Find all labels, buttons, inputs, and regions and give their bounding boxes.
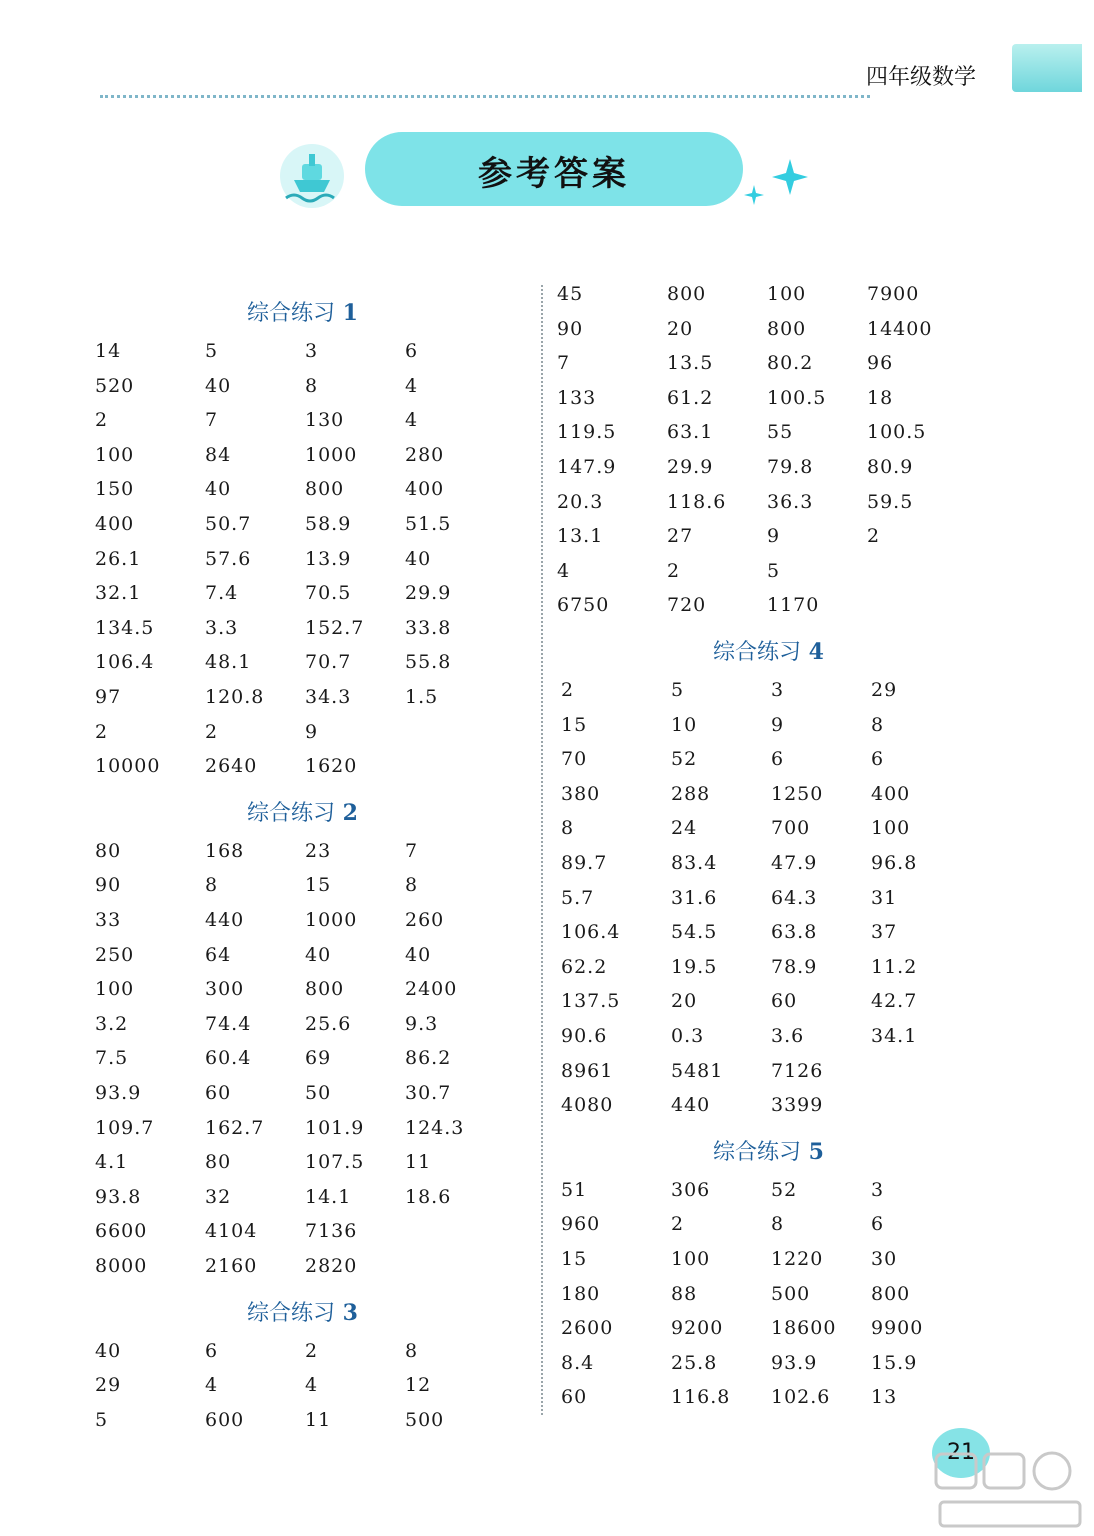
- answer-cell: 7.4: [205, 582, 239, 605]
- answer-cell: 150: [95, 478, 135, 501]
- answer-cell: 4: [405, 409, 419, 432]
- answer-cell: 9: [771, 713, 785, 736]
- answer-cell: 80.9: [867, 456, 914, 478]
- answer-cell: 26.1: [95, 547, 142, 570]
- title-banner: [365, 132, 743, 206]
- answer-cell: 50: [305, 1082, 332, 1104]
- answer-cell: 45: [557, 283, 584, 305]
- answer-cell: 100.5: [867, 421, 927, 444]
- section-label: 综合练习: [247, 301, 336, 326]
- answer-cell: 288: [671, 782, 711, 805]
- answer-cell: 13.5: [667, 352, 714, 375]
- answer-cell: 162.7: [205, 1116, 265, 1139]
- answer-cell: 37: [871, 921, 898, 944]
- section-number: 3: [335, 1299, 358, 1326]
- answer-cell: 106.4: [561, 921, 621, 944]
- answer-cell: 400: [95, 513, 135, 535]
- answer-cell: 90: [95, 874, 122, 897]
- answer-cell: 60: [561, 1386, 588, 1409]
- answer-cell: 133: [557, 386, 597, 409]
- answer-cell: 8000: [95, 1255, 148, 1277]
- answer-cell: 2400: [405, 978, 458, 1001]
- answer-cell: 2820: [305, 1255, 358, 1277]
- answer-cell: 120.8: [205, 686, 265, 708]
- answer-cell: 52: [771, 1178, 798, 1201]
- answer-cell: 59.5: [867, 490, 914, 513]
- answer-cell: 4: [305, 1374, 319, 1397]
- answer-cell: 83.4: [671, 852, 718, 874]
- answer-cell: 2: [671, 1213, 685, 1236]
- answer-cell: 34.1: [871, 1025, 918, 1047]
- answer-cell: 8: [561, 817, 575, 840]
- answer-cell: 440: [205, 909, 245, 931]
- answer-cell: 4: [405, 374, 419, 397]
- answer-cell: 500: [405, 1408, 445, 1431]
- answer-cell: 4.1: [95, 1151, 129, 1174]
- answer-cell: 2640: [205, 755, 258, 778]
- answer-cell: 520: [95, 374, 135, 397]
- answer-cell: 31.6: [671, 886, 718, 909]
- answer-cell: 180: [561, 1282, 601, 1305]
- answer-cell: 4: [205, 1374, 219, 1397]
- answer-cell: 8.4: [561, 1351, 595, 1374]
- answer-cell: 3: [771, 679, 785, 701]
- answer-cell: 116.8: [671, 1386, 731, 1409]
- answer-cell: 33: [95, 909, 122, 931]
- answer-cell: 93.9: [95, 1082, 142, 1104]
- answer-cell: 130: [305, 409, 345, 432]
- answer-cell: 800: [667, 283, 707, 305]
- answer-cell: 124.3: [405, 1116, 465, 1139]
- answer-cell: 60.4: [205, 1047, 252, 1070]
- section-label: 综合练习: [247, 800, 336, 826]
- answer-cell: 960: [561, 1213, 601, 1236]
- answer-cell: 600: [205, 1408, 245, 1431]
- answer-cell: 4: [557, 559, 571, 582]
- answer-cell: 15: [561, 713, 588, 736]
- section-label: 综合练习: [713, 640, 802, 665]
- answer-cell: 0.3: [671, 1025, 705, 1047]
- answer-cell: 14.1: [305, 1185, 352, 1208]
- answer-cell: 3.6: [771, 1025, 805, 1047]
- answer-cell: 40: [95, 1339, 122, 1362]
- answer-cell: 3.2: [95, 1012, 129, 1035]
- answer-cell: 9: [767, 525, 781, 548]
- sparkle-icon: [740, 155, 810, 205]
- answer-cell: 6750: [557, 594, 610, 617]
- answer-cell: 2600: [561, 1317, 614, 1340]
- answer-cell: 32: [205, 1185, 232, 1208]
- answer-cell: 23: [305, 839, 332, 862]
- answer-cell: 2: [205, 720, 219, 743]
- answer-cell: 14: [95, 340, 122, 362]
- page-title: 参考答案: [478, 154, 630, 194]
- answer-cell: 700: [771, 817, 811, 840]
- answer-cell: 1170: [767, 594, 820, 617]
- answer-cell: 25.6: [305, 1012, 352, 1035]
- answer-cell: 5: [671, 679, 685, 701]
- answer-cell: 137.5: [561, 990, 621, 1013]
- answer-cell: 30.7: [405, 1082, 452, 1104]
- answer-cell: 40: [205, 478, 232, 501]
- answer-cell: 7136: [305, 1220, 358, 1243]
- answer-cell: 15.9: [871, 1351, 918, 1374]
- answer-cell: 6: [871, 1213, 885, 1236]
- ship-icon: [272, 140, 352, 212]
- answer-cell: 60: [771, 990, 798, 1013]
- answer-cell: 19.5: [671, 955, 718, 978]
- answer-cell: 1000: [305, 909, 358, 931]
- answer-cell: 48.1: [205, 651, 252, 674]
- answer-cell: 250: [95, 943, 135, 966]
- answer-cell: 800: [767, 317, 807, 340]
- answer-cell: 100: [871, 817, 911, 840]
- answer-cell: 97: [95, 686, 122, 708]
- answer-cell: 80: [95, 839, 122, 862]
- answer-cell: 11: [305, 1408, 332, 1431]
- answer-cell: 88: [671, 1282, 698, 1305]
- answer-cell: 440: [671, 1094, 711, 1117]
- answer-cell: 40: [405, 547, 432, 570]
- section-number: 1: [335, 300, 358, 326]
- answer-cell: 4080: [561, 1094, 614, 1117]
- page-number: 21: [947, 1440, 975, 1465]
- answer-cell: 20: [671, 990, 698, 1013]
- answer-cell: 8961: [561, 1059, 614, 1082]
- answer-cell: 100: [671, 1248, 711, 1270]
- answer-cell: 80.2: [767, 352, 814, 375]
- answer-cell: 29.9: [405, 582, 452, 605]
- answer-cell: 8: [771, 1213, 785, 1236]
- answer-cell: 61.2: [667, 386, 714, 409]
- answer-cell: 7126: [771, 1059, 824, 1082]
- answer-cell: 2: [305, 1339, 319, 1362]
- answer-cell: 3.3: [205, 616, 239, 639]
- answer-cell: 40: [305, 943, 332, 966]
- answer-cell: 33.8: [405, 616, 452, 639]
- answer-cell: 8: [405, 1339, 419, 1362]
- answer-cell: 64: [205, 943, 232, 966]
- answer-cell: 96.8: [871, 852, 918, 874]
- answer-cell: 1250: [771, 782, 824, 805]
- answer-cell: 4104: [205, 1220, 258, 1243]
- answer-cell: 24: [671, 817, 698, 840]
- answer-cell: 62.2: [561, 955, 608, 978]
- answer-cell: 9200: [671, 1317, 724, 1340]
- answer-cell: 7: [405, 839, 419, 862]
- answer-cell: 47.9: [771, 852, 818, 874]
- answer-cell: 74.4: [205, 1012, 252, 1035]
- answer-cell: 8: [305, 374, 319, 397]
- section-label: 综合练习: [713, 1139, 802, 1165]
- header-tab-decoration: [1012, 44, 1082, 92]
- answer-cell: 119.5: [557, 421, 617, 444]
- answer-cell: 29: [95, 1374, 122, 1397]
- answer-cell: 42.7: [871, 990, 918, 1013]
- section-number: 5: [801, 1138, 824, 1165]
- answer-cell: 101.9: [305, 1116, 365, 1139]
- answer-cell: 5: [205, 340, 219, 362]
- answer-cell: 18: [867, 386, 894, 409]
- answer-cell: 134.5: [95, 616, 155, 639]
- answer-cell: 3: [305, 340, 319, 362]
- answer-cell: 100: [767, 283, 807, 305]
- answer-cell: 15: [561, 1248, 588, 1270]
- answer-cell: 260: [405, 909, 445, 931]
- answer-cell: 306: [671, 1178, 711, 1201]
- header-subject: 四年级数学: [866, 65, 977, 90]
- answer-cell: 147.9: [557, 456, 617, 478]
- answer-cell: 9: [305, 720, 319, 743]
- answer-cell: 36.3: [767, 490, 814, 513]
- answer-cell: 7: [557, 352, 571, 375]
- answer-cell: 720: [667, 594, 707, 617]
- answer-cell: 1.5: [405, 686, 439, 708]
- answer-cell: 78.9: [771, 955, 818, 978]
- answer-cell: 13.9: [305, 547, 352, 570]
- answer-cell: 6: [205, 1339, 219, 1362]
- answer-cell: 6: [771, 748, 785, 771]
- answer-cell: 5: [95, 1408, 109, 1431]
- answer-cell: 13.1: [557, 525, 604, 548]
- answer-cell: 100: [95, 978, 135, 1001]
- column-divider: [541, 285, 543, 1415]
- answer-cell: 70: [561, 748, 588, 771]
- answer-cell: 400: [871, 782, 911, 805]
- answer-cell: 50.7: [205, 513, 252, 535]
- answer-cell: 8: [205, 874, 219, 897]
- answer-cell: 400: [405, 478, 445, 501]
- answer-cell: 29: [871, 679, 898, 701]
- answer-cell: 11.2: [871, 955, 918, 978]
- answer-cell: 152.7: [305, 616, 365, 639]
- answer-cell: 31: [871, 886, 898, 909]
- answer-cell: 13: [871, 1386, 898, 1409]
- watermark-logo: [900, 1448, 1090, 1533]
- answer-cell: 10: [671, 713, 698, 736]
- answer-cell: 86.2: [405, 1047, 452, 1070]
- section-title: [713, 635, 824, 666]
- answer-cell: 70.7: [305, 651, 352, 674]
- answer-cell: 5: [767, 559, 781, 582]
- answer-cell: 2160: [205, 1255, 258, 1277]
- header-dotted-rule: [100, 95, 870, 98]
- answer-cell: 90: [557, 317, 584, 340]
- answer-cell: 5481: [671, 1059, 724, 1082]
- answer-cell: 2: [667, 559, 681, 582]
- answer-cell: 34.3: [305, 686, 352, 708]
- answer-cell: 69: [305, 1047, 332, 1070]
- answer-cell: 1620: [305, 755, 358, 778]
- answer-cell: 18600: [771, 1317, 837, 1340]
- answer-cell: 100: [95, 443, 135, 466]
- answer-cell: 27: [667, 525, 694, 548]
- answer-cell: 93.8: [95, 1185, 142, 1208]
- answer-cell: 380: [561, 782, 601, 805]
- answer-cell: 1000: [305, 443, 358, 466]
- answer-cell: 52: [671, 748, 698, 771]
- answer-cell: 20.3: [557, 490, 604, 513]
- answer-cell: 9900: [871, 1317, 924, 1340]
- answer-cell: 2: [867, 525, 881, 548]
- answer-cell: 168: [205, 839, 245, 862]
- answer-cell: 800: [305, 478, 345, 501]
- answer-cell: 800: [871, 1282, 911, 1305]
- answer-cell: 12: [405, 1374, 432, 1397]
- answer-cell: 79.8: [767, 456, 814, 478]
- answer-cell: 800: [305, 978, 345, 1001]
- answer-cell: 2: [95, 409, 109, 432]
- answer-cell: 64.3: [771, 886, 818, 909]
- answer-cell: 55: [767, 421, 794, 444]
- answer-cell: 96: [867, 352, 894, 375]
- section-label: 综合练习: [247, 1300, 336, 1326]
- answer-cell: 30: [871, 1248, 898, 1270]
- answer-cell: 58.9: [305, 513, 352, 535]
- answer-cell: 7.5: [95, 1047, 129, 1070]
- answer-cell: 118.6: [667, 490, 727, 513]
- answer-cell: 63.8: [771, 921, 818, 944]
- answer-cell: 106.4: [95, 651, 155, 674]
- answer-cell: 10000: [95, 755, 161, 778]
- answer-cell: 70.5: [305, 582, 352, 605]
- answer-cell: 2: [561, 679, 575, 701]
- answer-cell: 80: [205, 1151, 232, 1174]
- answer-cell: 57.6: [205, 547, 252, 570]
- section-title: [247, 796, 358, 827]
- section-title: [713, 1135, 824, 1166]
- answer-cell: 90.6: [561, 1025, 608, 1047]
- answer-cell: 51.5: [405, 513, 452, 535]
- answer-cell: 15: [305, 874, 332, 897]
- answer-cell: 29.9: [667, 456, 714, 478]
- answer-cell: 93.9: [771, 1351, 818, 1374]
- answer-cell: 280: [405, 443, 445, 466]
- answer-cell: 500: [771, 1282, 811, 1305]
- answer-cell: 2: [95, 720, 109, 743]
- answer-cell: 40: [405, 943, 432, 966]
- answer-cell: 3399: [771, 1094, 824, 1117]
- answer-cell: 8: [405, 874, 419, 897]
- section-number: 4: [801, 639, 824, 665]
- answer-cell: 14400: [867, 317, 933, 340]
- answer-cell: 6: [871, 748, 885, 771]
- section-number: 2: [335, 799, 358, 826]
- answer-cell: 109.7: [95, 1116, 155, 1139]
- answer-cell: 100.5: [767, 386, 827, 409]
- answer-cell: 7900: [867, 283, 920, 305]
- answer-cell: 6: [405, 340, 419, 362]
- section-title: [247, 1296, 358, 1327]
- answer-cell: 89.7: [561, 852, 608, 874]
- answer-cell: 32.1: [95, 582, 142, 605]
- answer-cell: 6600: [95, 1220, 148, 1243]
- answer-cell: 7: [205, 409, 219, 432]
- answer-cell: 84: [205, 443, 232, 466]
- answer-cell: 8: [871, 713, 885, 736]
- answer-cell: 55.8: [405, 651, 452, 674]
- answer-cell: 3: [871, 1178, 885, 1201]
- answer-cell: 25.8: [671, 1351, 718, 1374]
- answer-cell: 54.5: [671, 921, 718, 944]
- answer-cell: 9.3: [405, 1012, 439, 1035]
- answer-cell: 11: [405, 1151, 432, 1174]
- answer-cell: 63.1: [667, 421, 714, 444]
- answer-cell: 107.5: [305, 1151, 365, 1174]
- answer-cell: 20: [667, 317, 694, 340]
- answer-cell: 5.7: [561, 886, 595, 909]
- answer-cell: 40: [205, 374, 232, 397]
- answer-cell: 300: [205, 978, 245, 1001]
- answer-cell: 18.6: [405, 1185, 452, 1208]
- answer-cell: 1220: [771, 1248, 824, 1270]
- section-title: [247, 296, 358, 327]
- answer-cell: 60: [205, 1082, 232, 1104]
- answer-cell: 102.6: [771, 1386, 831, 1409]
- answer-cell: 51: [561, 1178, 588, 1201]
